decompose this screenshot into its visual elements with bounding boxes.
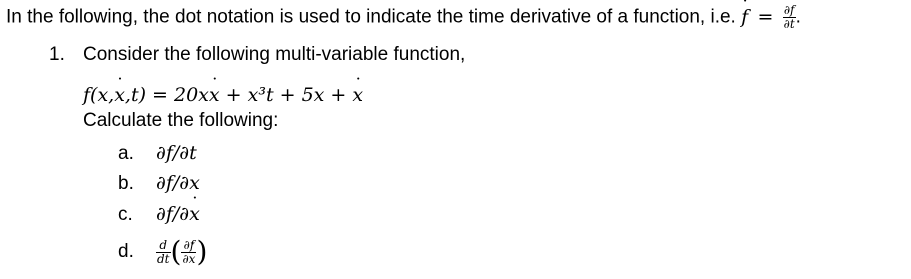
instruction-text: Calculate the following:: [83, 110, 279, 131]
left-paren: (: [170, 235, 182, 268]
inner-denominator: ∂x ˙: [181, 253, 196, 266]
f-dot-symbol: f ˙: [741, 6, 748, 28]
partial-f-x-dot-fraction: [181, 239, 196, 266]
formula-part-c: + x³t + 5x +: [219, 84, 353, 106]
inner-x-dot: x ˙: [189, 253, 196, 266]
part-a-label: a.: [118, 143, 134, 164]
fraction-numerator: ∂f: [783, 3, 795, 17]
part-c-label: c.: [118, 204, 133, 225]
part-d: [118, 235, 208, 268]
function-formula: [83, 84, 363, 106]
part-b-expr: ∂f/∂x: [156, 172, 200, 194]
equals-sign: =: [757, 5, 774, 28]
part-c: [118, 203, 200, 226]
part-a: [118, 142, 197, 165]
dt-denominator: dt: [157, 251, 170, 266]
inner-numerator: ∂f: [181, 239, 196, 253]
question-1-line: [49, 44, 465, 66]
x-dot-2: x ˙: [209, 84, 220, 106]
formula-part-a: f(x,: [83, 84, 115, 106]
formula-part-b: ,t) = 20x: [124, 84, 209, 106]
intro-text: In the following, the dot notation is used to indicate the time derivative of a function, i.e.: [6, 6, 742, 28]
intro-period: .: [795, 6, 801, 28]
part-c-x-dot: x ˙: [189, 203, 200, 225]
intro-line: [6, 4, 801, 31]
part-c-expr: ∂f/∂: [156, 203, 190, 225]
right-paren: ): [196, 235, 208, 268]
part-d-label: d.: [118, 241, 134, 263]
x-dot-1: x ˙: [114, 84, 125, 106]
part-b: [118, 172, 200, 195]
x-dot-3: x ˙: [352, 84, 363, 106]
part-b-label: b.: [118, 173, 134, 194]
question-number: 1.: [49, 44, 65, 65]
d-numerator: d: [156, 239, 171, 253]
part-a-expr: ∂f/∂t: [156, 142, 197, 164]
partial-fraction: [783, 4, 796, 31]
d-dt-fraction: [156, 239, 171, 266]
fraction-denominator: ∂t: [783, 17, 795, 31]
question-statement: Consider the following multi-variable function,: [83, 44, 466, 65]
